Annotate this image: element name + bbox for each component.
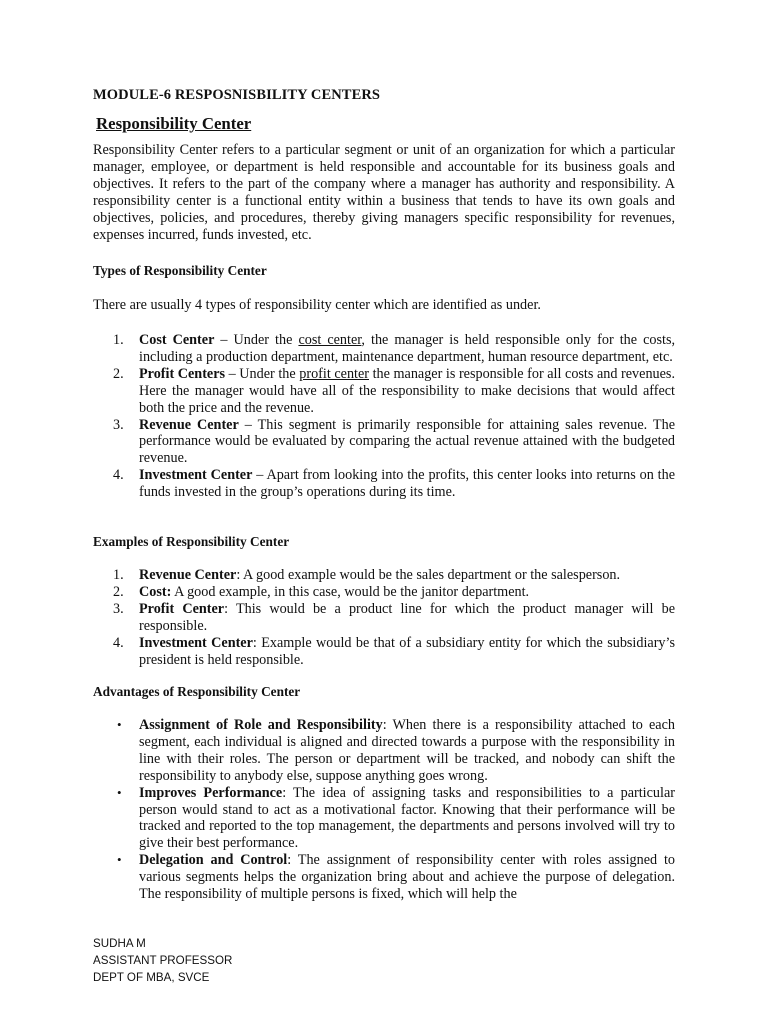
types-heading: Types of Responsibility Center xyxy=(93,263,267,278)
main-heading: Responsibility Center xyxy=(96,114,252,133)
author-dept: DEPT OF MBA, SVCE xyxy=(93,971,210,984)
footer xyxy=(93,935,232,986)
list-item: 1. Revenue Center: A good example would be the sales department or the salesperson. xyxy=(113,567,621,583)
list-item: 3. Profit Center: This would be a product line for which the product manager will be responsible. xyxy=(113,600,675,634)
cost-center-link[interactable]: cost center xyxy=(298,332,362,348)
examples-heading: Examples of Responsibility Center xyxy=(93,534,290,549)
bullet-icon: • xyxy=(117,784,122,800)
bullet-icon: • xyxy=(117,852,122,868)
profit-center-link[interactable]: profit center xyxy=(299,365,369,382)
list-item: • Delegation and Control: The assignment of responsibility center with roles assigned to various segments helps the organization bring about and achieve the purpose of delegation. The responsibility of multiple persons is fixed, which will help the xyxy=(117,852,675,903)
bullet-icon: • xyxy=(117,717,122,732)
list-item: 2. Cost: A good example, in this case, would be the janitor department. xyxy=(113,583,530,600)
types-lead: There are usually 4 types of responsibility center which are identified as under. xyxy=(93,297,541,313)
advantages-list xyxy=(93,717,675,903)
list-item: 1. Cost Center – Under the cost center, the manager is held responsible only for the costs, including a production department, maintenance department, human resource department, etc. xyxy=(113,332,676,365)
list-item: 3. Revenue Center – This segment is primarily responsible for attaining sales revenue. The performance would be evaluated by comparing the actual revenue attained with the budgeted revenue. xyxy=(113,416,675,467)
author-name: SUDHA M xyxy=(93,937,146,950)
list-item: 2. Profit Centers – Under the profit center the manager is responsible for all costs and revenues. Here the manager would have all of the responsibility to make decisions that would affect both the price and the revenue. xyxy=(113,365,675,416)
module-title: MODULE-6 RESPOSNISBILITY CENTERS xyxy=(93,87,381,103)
list-item: 4. Investment Center: Example would be that of a subsidiary entity for which the subsidiary’s president is held responsible. xyxy=(113,634,675,668)
examples-list xyxy=(93,567,675,668)
list-item: • Assignment of Role and Responsibility: When there is a responsibility attached to each segment, each individual is aligned and directed towards a purpose with the responsibility in line with their roles. The person or department will be tracked, and nobody can shift the responsibility to anybody else, suppose anything goes wrong. xyxy=(117,717,675,784)
types-list xyxy=(93,332,675,501)
list-item: • Improves Performance: The idea of assigning tasks and responsibilities to a particular person would stand to act as a motivational factor. Knowing that their performance will be tracked and reported to the top management, the departments and persons involved will try to give their best performance. xyxy=(117,784,675,852)
advantages-heading: Advantages of Responsibility Center xyxy=(93,684,301,699)
intro-paragraph: Responsibility Center refers to a particular segment or unit of an organization for which a particular manager, employee, or department is held responsible and accountable for its business goals and objectives. It refers to the part of the company where a manager has authority and responsibility. A responsibility center is a functional entity within a business that tends to have its own goals and objectives, policies, and procedures, thereby giving managers specific responsibility for revenues, expenses incurred, funds invested, etc. xyxy=(93,142,675,243)
author-role: ASSISTANT PROFESSOR xyxy=(93,954,233,967)
list-item: 4. Investment Center – Apart from looking into the profits, this center looks into returns on the funds invested in the group’s operations during its time. xyxy=(113,467,676,501)
